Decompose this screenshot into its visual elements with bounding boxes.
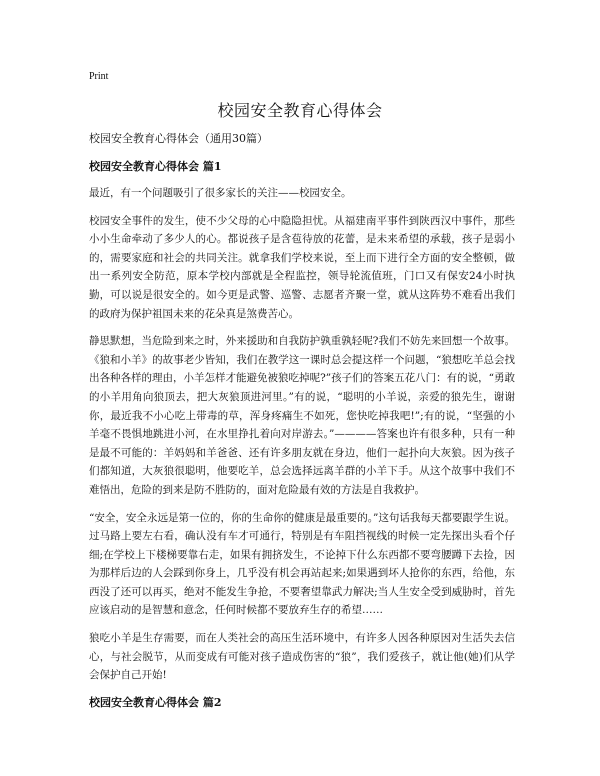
paragraph: 狼吃小羊是生存需要，而在人类社会的高压生活环境中，有许多人因各种原因对生活失去信心，与社会脱节，从而变成有可能对孩子造成伤害的“狼”，我们爱孩子，就让他(她)们从学会保护自己开始! (89, 632, 515, 682)
paragraph: “安全，安全永远是第一位的，你的生命你的健康是最重要的。”这句话我每天都要跟学生说。过马路上要左右看，确认没有车才可通行，特别是有车阻挡视线的时候一定先探出头看个仔细;在学校上下楼梯要靠右走，如果有拥挤发生，不论掉下什么东西都不要弯腰蹲下去捡，因为那样后边的人会踩到你身上，几乎没有机会再站起来;如果遇到坏人抢你的东西，给他，东西没了还可以再买，绝对不能发生争抢，不要奢望靠武力解决;当人生安全受到威胁时，首先应该启动的是智慧和意念，任何时候都不要放弃生存的希望…… (89, 511, 515, 617)
paragraph: 最近，有一个问题吸引了很多家长的关注——校园安全。 (89, 187, 352, 199)
section-heading-2: 校园安全教育心得体会 篇2 (89, 695, 222, 709)
section-heading-1: 校园安全教育心得体会 篇1 (89, 160, 222, 173)
document-body (89, 130, 515, 720)
page-title: 校园安全教育心得体会 (217, 101, 383, 120)
print-link[interactable]: Print (89, 71, 109, 82)
paragraph: 静思默想，当危险到来之时，外来援助和自我防护孰重孰轻呢?我们不妨先来回想一个故事。《狼和小羊》的故事老少皆知，我们在教学这一课时总会提这样一个问题，“狼想吃羊总会找出各种各样的理由，小羊怎样才能避免被狼吃掉呢?”孩子们的答案五花八门：有的说，“勇敢的小羊用角向狼顶去，把大灰狼顶进河里。”有的说，“聪明的小羊说，亲爱的狼先生，谢谢你，最近我不小心吃上带毒的草，浑身疼痛生不如死，您快吃掉我吧!”;有的说，“坚强的小羊毫不畏惧地跳进小河，在水里挣扎着向对岸游去。”————答案也许有很多种，只有一种是最不可能的：羊妈妈和羊爸爸、还有许多朋友就在身边，他们一起扑向大灰狼。因为孩子们都知道，大灰狼很聪明，他要吃羊，总会选择远离羊群的小羊下手。从这个故事中我们不难悟出，危险的到来是防不胜防的，面对危险最有效的方法是自我救护。 (89, 335, 515, 496)
document-subtitle: 校园安全教育心得体会（通用30篇） (89, 132, 268, 145)
paragraph: 校园安全事件的发生，使不少父母的心中隐隐担忧。从福建南平事件到陕西汉中事件，那些小小生命牵动了多少人的心。都说孩子是含苞待放的花蕾，是未来希望的承载，孩子是弱小的，需要家庭和社会的共同关注。就拿我们学校来说，至上而下进行全方面的安全整顿，做出一系列安全防范，原本学校内部就是全程监控，领导轮流值班，门口又有保安24小时执勤，可以说是很安全的。如今更是武警、巡警、志愿者齐聚一堂，就从这阵势不难看出我们的政府为保护祖国未来的花朵真是煞费苦心。 (89, 214, 515, 320)
